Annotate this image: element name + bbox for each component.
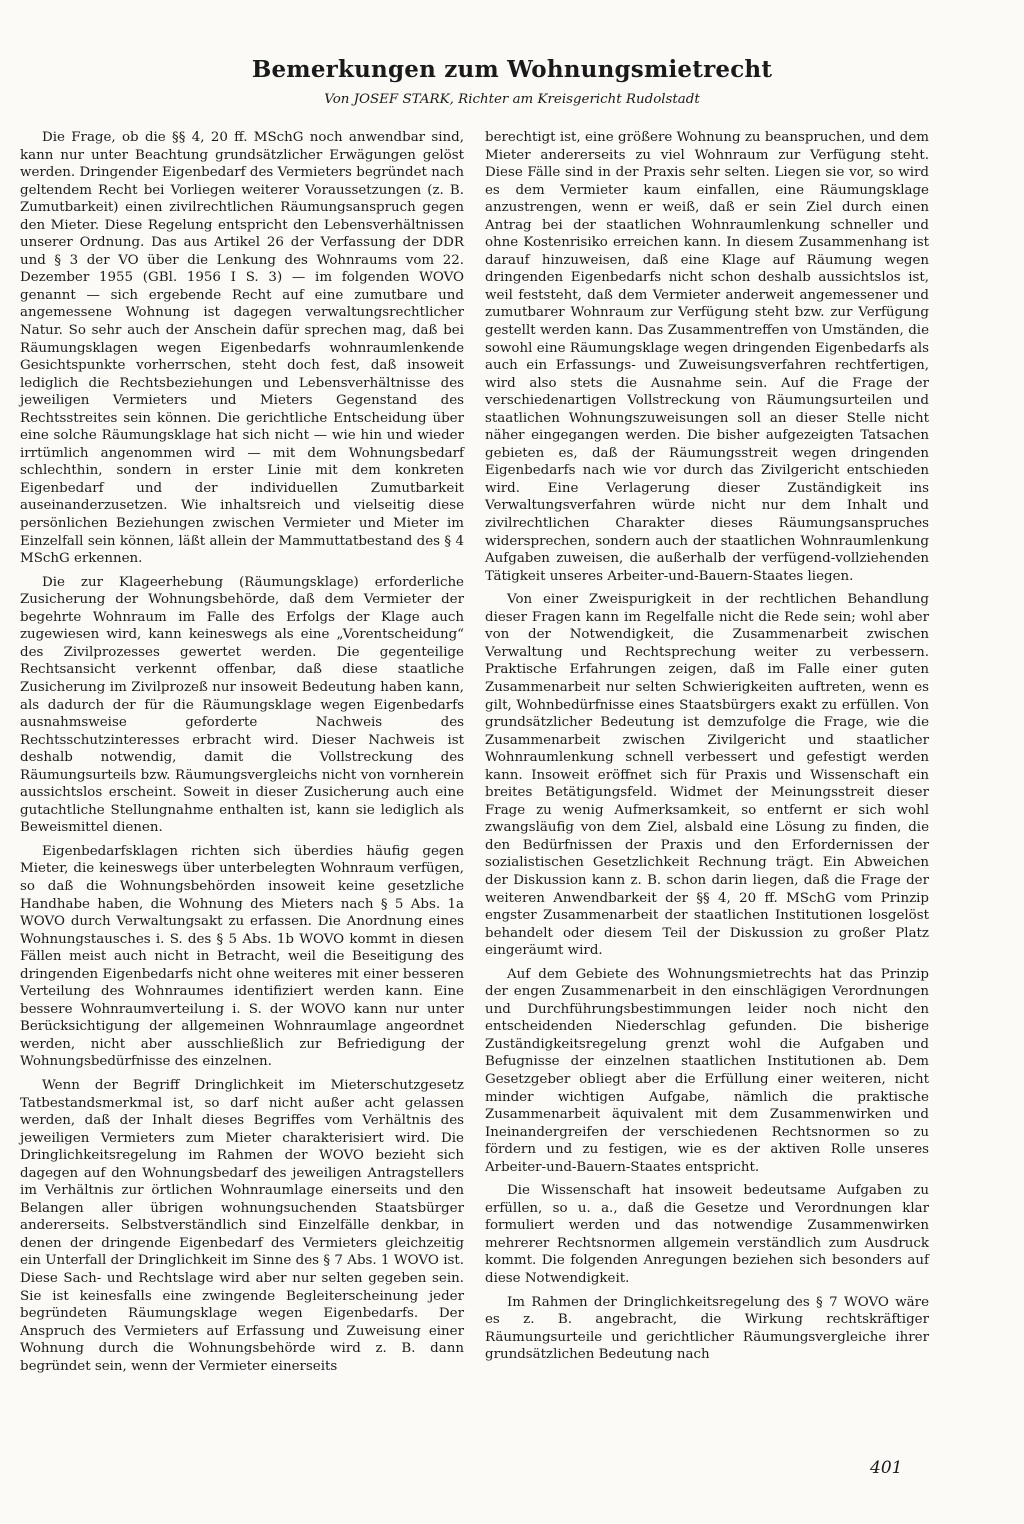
- paragraph: berechtigt ist, eine größere Wohnung zu beanspruchen, und dem Mieter andererseits zu viel Wohnraum zur Verfügung steht. Diese Fälle sind in der Praxis sehr selten. Liegen sie vor, so wird es dem Vermieter kaum einfallen, eine Räumungsklage anzustrengen, wenn er weiß, daß er sein Ziel durch einen Antrag bei der staatlichen Wohnraumlenkung schneller und ohne Kostenrisiko erreichen kann. In diesem Zusammenhang ist darauf hinzuweisen, daß eine Klage auf Räumung wegen dringenden Eigenbedarfs nicht schon deshalb aussichtslos ist, weil feststeht, daß dem Vermieter anderweit angemessener und zumutbarer Wohnraum zur Verfügung steht bzw. zur Verfügung gestellt werden kann. Das Zusammentreffen von Umständen, die sowohl eine Räumungsklage wegen dringenden Eigenbedarfs als auch ein Erfassungs- und Zuweisungsverfahren rechtfertigen, wird also stets die Ausnahme sein. Auf die Frage der verschiedenartigen Vollstreckung von Räumungsurteilen und staatlichen Wohnungszuweisungen soll an dieser Stelle nicht näher eingegangen werden. Die bisher aufgezeigten Tatsachen gebieten es, daß der Räumungsstreit wegen dringenden Eigenbedarfs nach wie vor durch das Zivilgericht entschieden wird. Eine Verlagerung dieser Zuständigkeit ins Verwaltungsverfahren würde nicht nur dem Inhalt und zivilrechtlichen Charakter dieses Räumungsanspruches widersprechen, sondern auch der staatlichen Wohnraumlenkung Aufgaben zuweisen, die außerhalb der verfügend-vollziehenden Tätigkeit unseres Arbeiter-und-Bauern-Staates liegen.: [485, 130, 929, 584]
- right-column: [485, 129, 929, 1370]
- paragraph: Die Wissenschaft hat insoweit bedeutsame Aufgaben zu erfüllen, so u. a., daß die Gesetze und Verordnungen klar formuliert werden und das notwendige Zusammenwirken mehrerer Rechtsnormen allgemein verständlich zum Ausdruck kommt. Die folgenden Anregungen beziehen sich besonders auf diese Notwendigkeit.: [485, 1183, 929, 1286]
- paragraph: Im Rahmen der Dringlichkeitsregelung des § 7 WOVO wäre es z. B. angebracht, die Wirkung rechtskräftiger Räumungsurteile und gerichtlicher Räumungsvergleiche ihrer grundsätzlichen Bedeutung nach: [485, 1294, 929, 1363]
- paragraph: Auf dem Gebiete des Wohnungsmietrechts hat das Prinzip der engen Zusammenarbeit in den einschlägigen Verordnungen und Durchführungsbestimmungen leider noch nicht den entscheidenden Niederschlag gefunden. Die bisherige Zuständigkeitsregelung grenzt wohl die Aufgaben und Befugnisse der einzelnen staatlichen Institutionen ab. Dem Gesetzgeber obliegt aber die Erfüllung einer weiteren, nicht minder wichtigen Aufgabe, nämlich die praktische Zusammenarbeit äquivalent mit dem Zusammenwirken und Ineinandergreifen der verschiedenen Rechtsnormen so zu fördern und zu festigen, wie es der aktiven Rolle unseres Arbeiter-und-Bauern-Staates entspricht.: [485, 966, 929, 1175]
- paragraph: Eigenbedarfsklagen richten sich überdies häufig gegen Mieter, die keineswegs über unterbelegten Wohnraum verfügen, so daß die Wohnungsbehörden insoweit keine gesetzliche Handhabe haben, die Wohnung des Mieters nach § 5 Abs. 1a WOVO durch Verwaltungsakt zu erfassen. Die Anordnung eines Wohnungstausches i. S. des § 5 Abs. 1b WOVO kommt in diesen Fällen meist auch nicht in Betracht, weil die Beseitigung des dringenden Eigenbedarfs nicht ohne weiteres mit einer besseren Verteilung des Wohnraumes identifiziert werden kann. Eine bessere Wohnraumverteilung i. S. der WOVO kann nur unter Berücksichtigung der allgemeinen Wohnraumlage angeordnet werden, nicht aber ausschließlich zur Befriedigung der Wohnungsbedürfnisse des einzelnen.: [20, 843, 464, 1070]
- left-column: [20, 129, 464, 1381]
- paragraph: Die zur Klageerhebung (Räumungsklage) erforderliche Zusicherung der Wohnungsbehörde, daß dem Vermieter der begehrte Wohnraum im Falle des Erfolgs der Klage auch zugewiesen wird, kann keineswegs als eine „Vorentscheidung“ des Zivilprozesses gewertet werden. Die gegenteilige Rechtsansicht verkennt offenbar, daß diese staatliche Zusicherung im Zivilprozeß nur insoweit Bedeutung haben kann, als dadurch der für die Räumungsklage wegen Eigenbedarfs ausnahmsweise geforderte Nachweis des Rechtsschutzinteresses erbracht wird. Dieser Nachweis ist deshalb notwendig, damit die Vollstreckung des Räumungsurteils bzw. Räumungsvergleichs nicht von vornherein aussichtslos erscheint. Soweit in dieser Zusicherung auch eine gutachtliche Stellungnahme enthalten ist, kann sie lediglich als Beweismittel dienen.: [20, 574, 464, 836]
- paragraph: Von einer Zweispurigkeit in der rechtlichen Behandlung dieser Fragen kann im Regelfalle nicht die Rede sein; wohl aber von der Notwendigkeit, die Zusammenarbeit zwischen Verwaltung und Rechtsprechung weiter zu verbessern. Praktische Erfahrungen zeigen, daß im Falle einer guten Zusammenarbeit nur selten Schwierigkeiten auftreten, wenn es gilt, Wohnbedürfnisse eines Staatsbürgers exakt zu erfüllen. Von grundsätzlicher Bedeutung ist demzufolge die Frage, wie die Zusammenarbeit zwischen Zivilgericht und staatlicher Wohnraumlenkung schnell verbessert und gefestigt werden kann. Insoweit eröffnet sich für Praxis und Wissenschaft ein breites Betätigungsfeld. Widmet der Meinungsstreit dieser Frage zu wenig Aufmerksamkeit, so entfernt er sich wohl zwangsläufig von dem Ziel, alsbald eine Lösung zu finden, die den Bedürfnissen der Praxis und den Erfordernissen der sozialistischen Gesetzlichkeit Rechnung trägt. Ein Abweichen der Diskussion kann z. B. schon darin liegen, daß die Frage der weiteren Anwendbarkeit der §§ 4, 20 ff. MSchG vom Prinzip engster Zusammenarbeit der staatlichen Institutionen losgelöst behandelt oder diesem Teil der Diskussion zu großer Platz eingeräumt wird.: [485, 592, 929, 959]
- article-title: Bemerkungen zum Wohnungsmietrecht: [251, 56, 773, 83]
- paragraph: Die Frage, ob die §§ 4, 20 ff. MSchG noch anwendbar sind, kann nur unter Beachtung grundsätzlicher Erwägungen gelöst werden. Dringender Eigenbedarf des Vermieters begründet nach geltendem Recht bei Vorliegen weiterer Voraussetzungen (z. B. Zumutbarkeit) einen zivilrechtlichen Räumungsanspruch gegen den Mieter. Diese Regelung entspricht den Lebensverhältnissen unserer Ordnung. Das aus Artikel 26 der Verfassung der DDR und § 3 der VO über die Lenkung des Wohnraums vom 22. Dezember 1955 (GBl. 1956 I S. 3) — im folgenden WOVO genannt — sich ergebende Recht auf eine zumutbare und angemessene Wohnung ist dagegen verwaltungsrechtlicher Natur. So sehr auch der Anschein dafür sprechen mag, daß bei Räumungsklagen wegen Eigenbedarfs wohnraumlenkende Gesichtspunkte vorherrschen, steht doch fest, daß insoweit lediglich die Rechtsbeziehungen und Lebensverhältnisse des jeweiligen Vermieters und Mieters Gegenstand des Rechtsstreites sein können. Die gerichtliche Entscheidung über eine solche Räumungsklage hat sich nicht — wie hin und wieder irrtümlich angenommen wird — mit dem Wohnungsbedarf schlechthin, sondern in erster Linie mit dem konkreten Eigenbedarf und der individuellen Zumutbarkeit auseinanderzusetzen. Wie inhaltsreich und vielseitig diese persönlichen Beziehungen zwischen Vermieter und Mieter im Einzelfall sein können, läßt allein der Mammuttatbestand des § 4 MSchG erkennen.: [20, 130, 464, 567]
- paragraph: Wenn der Begriff Dringlichkeit im Mieterschutzgesetz Tatbestandsmerkmal ist, so darf nicht außer acht gelassen werden, daß der Inhalt dieses Begriffes vom Verhältnis des jeweiligen Vermieters zum Mieter charakterisiert wird. Die Dringlichkeitsregelung im Rahmen der WOVO bezieht sich dagegen auf den Wohnungsbedarf des jeweiligen Antragstellers im Verhältnis zur örtlichen Wohnraumlage einerseits und den Belangen aller übrigen wohnungsuchenden Staatsbürger andererseits. Selbstverständlich sind Einzelfälle denkbar, in denen der dringende Eigenbedarf des Vermieters gleichzeitig ein Unterfall der Dringlichkeit im Sinne des § 7 Abs. 1 WOVO ist. Diese Sach- und Rechtslage wird aber nur selten gegeben sein. Sie ist keinesfalls eine zwingende Begleiterscheinung jeder begründeten Räumungsklage wegen Eigenbedarfs. Der Anspruch des Vermieters auf Erfassung und Zuweisung einer Wohnung durch die Wohnungsbehörde wird z. B. dann begründet sein, wenn der Vermieter einerseits: [20, 1077, 464, 1374]
- author-byline: Von JOSEF STARK, Richter am Kreisgericht Rudolstadt: [324, 92, 700, 107]
- page-number: 401: [870, 1458, 903, 1478]
